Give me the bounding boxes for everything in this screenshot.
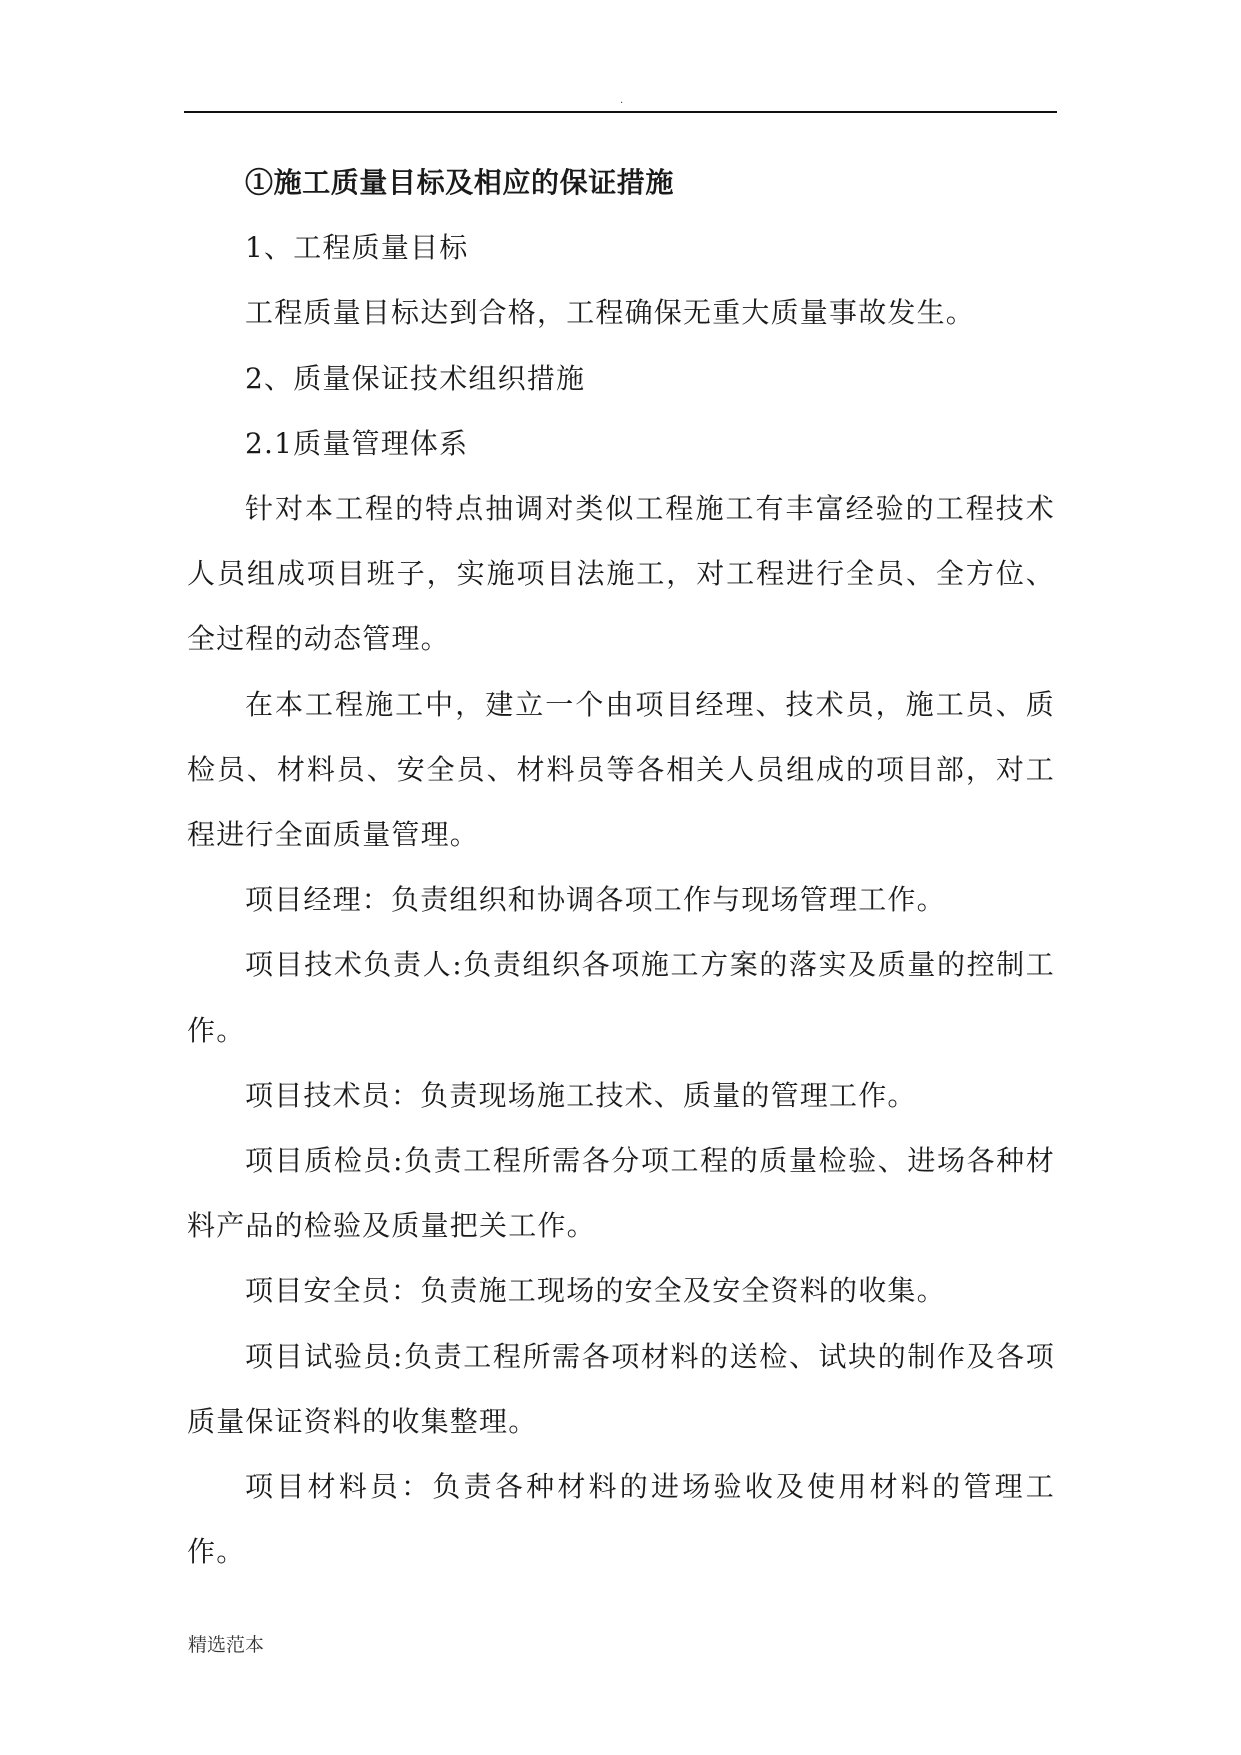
paragraph-project-team: 针对本工程的特点抽调对类似工程施工有丰富经验的工程技术人员组成项目班子，实施项目法施工，对工程进行全员、全方位、全过程的动态管理。 [187,492,1055,656]
paragraph-test-officer: 项目试验员:负责工程所需各项材料的送检、试块的制作及各项质量保证资料的收集整理。 [187,1339,1055,1438]
paragraph-quality-goal: 工程质量目标达到合格，工程确保无重大质量事故发生。 [245,296,976,330]
section-heading: ①施工质量目标及相应的保证措施 [245,166,675,199]
paragraph-management-system-title: 2.1质量管理体系 [245,426,469,460]
paragraph-materials-officer: 项目材料员：负责各种材料的进场验收及使用材料的管理工作。 [187,1470,1055,1569]
footer-note: 精选范本 [188,1634,265,1656]
paragraph-measures-title: 2、质量保证技术组织措施 [245,361,586,395]
paragraph-project-manager: 项目经理：负责组织和协调各项工作与现场管理工作。 [245,883,946,917]
paragraph-technical-lead: 项目技术负责人:负责组织各项施工方案的落实及质量的控制工作。 [187,948,1055,1047]
paragraph-project-department: 在本工程施工中，建立一个由项目经理、技术员，施工员、质检员、材料员、安全员、材料员等各相关人员组成的项目部，对工程进行全面质量管理。 [187,687,1055,852]
paragraph-quality-inspector: 项目质检员:负责工程所需各分项工程的质量检验、进场各种材料产品的检验及质量把关工作。 [187,1144,1055,1243]
paragraph-quality-goal-title: 1、工程质量目标 [245,231,469,265]
header-mark: . [620,95,624,106]
paragraph-technician: 项目技术员：负责现场施工技术、质量的管理工作。 [245,1078,917,1112]
paragraph-safety-officer: 项目安全员：负责施工现场的安全及安全资料的收集。 [245,1274,946,1308]
document-body [187,150,1055,1584]
header-rule [184,111,1057,113]
